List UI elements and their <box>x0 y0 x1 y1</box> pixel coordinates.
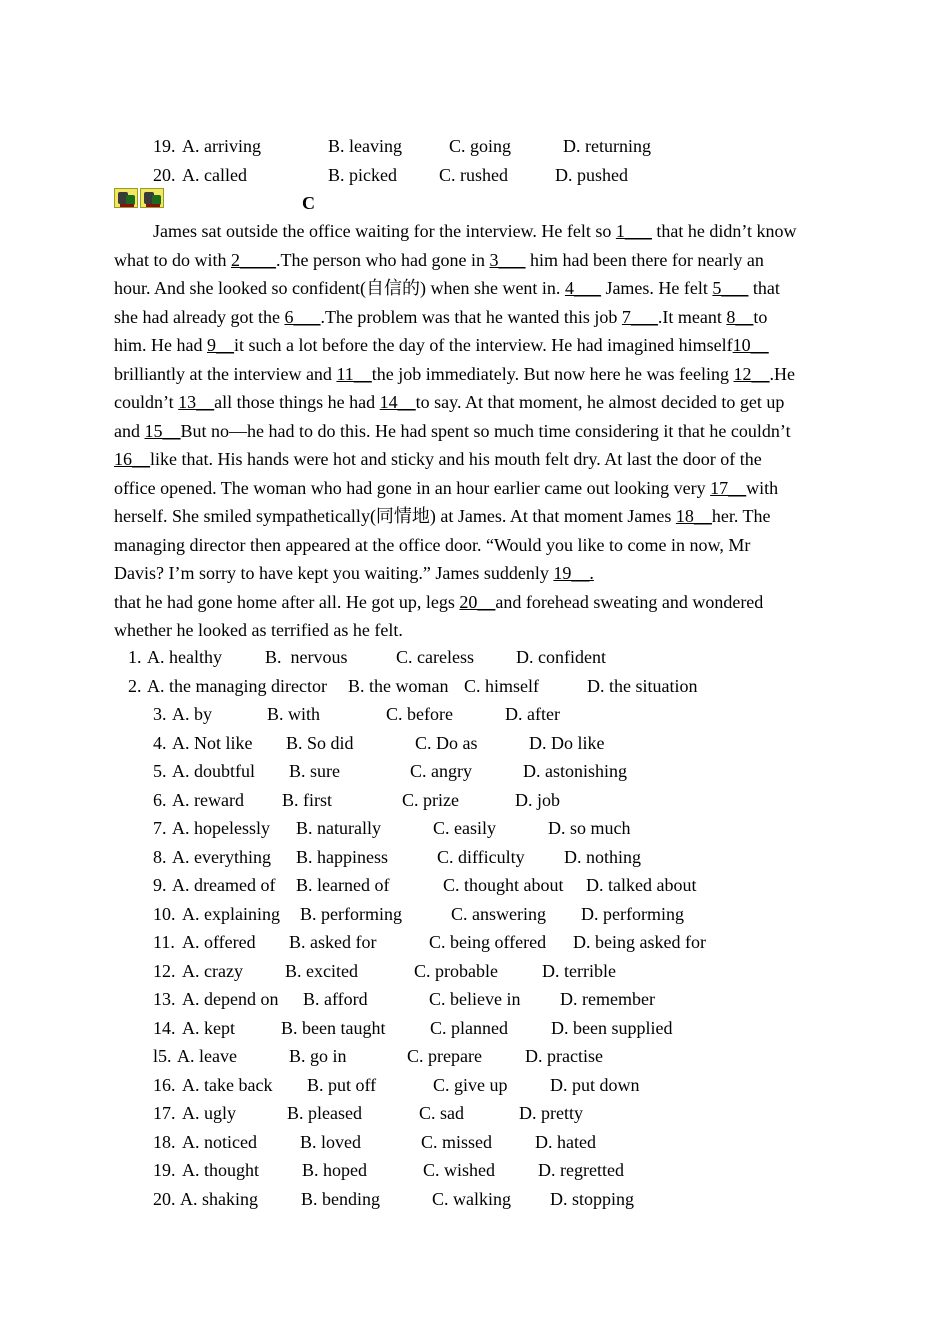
option-number: 17. <box>153 1103 176 1123</box>
option-b: B. So did <box>286 732 354 753</box>
passage-text: to <box>753 306 768 327</box>
passage-line <box>114 562 594 584</box>
option-number: 19. <box>153 1160 176 1180</box>
passage-line <box>114 334 769 356</box>
option-b: B. the woman <box>348 675 449 696</box>
passage-text: that <box>748 278 780 298</box>
option-a: A. arriving <box>182 136 261 156</box>
option-b: B. with <box>267 704 321 724</box>
option-number: 14. <box>153 1017 176 1038</box>
option-d: D. talked about <box>586 875 697 895</box>
passage-line <box>114 505 771 527</box>
option-number: 20. <box>153 1188 176 1209</box>
option-b: B. naturally <box>296 818 381 838</box>
blank-12: 12__ <box>733 363 770 384</box>
passage-line <box>114 477 778 499</box>
blank-3: 3___ <box>489 249 526 270</box>
option-b: B. happiness <box>296 846 388 867</box>
passage-text: and forehead sweating and wondered <box>495 591 764 612</box>
passage-text: him had been there for nearly an <box>525 249 764 270</box>
option-number: 13. <box>153 989 176 1009</box>
option-c: C. wished <box>423 1160 495 1180</box>
passage-line <box>114 363 795 385</box>
option-a: A. ugly <box>182 1103 236 1123</box>
option-a: A. offered <box>182 932 256 952</box>
passage-text: with <box>746 477 779 498</box>
option-a: A. take back <box>182 1074 273 1095</box>
option-a: A. kept <box>182 1017 235 1038</box>
option-number: 1. <box>128 647 142 667</box>
passage-text: all those things he had <box>214 392 380 412</box>
option-c: C. going <box>449 136 512 156</box>
option-c: C. missed <box>421 1131 493 1152</box>
blank-15: 15__ <box>144 420 181 441</box>
option-c: C. rushed <box>439 165 508 185</box>
blank-11: 11__ <box>336 363 372 384</box>
option-number: 6. <box>153 789 167 810</box>
book-picture-icon <box>114 188 138 208</box>
option-d: D. after <box>505 704 560 724</box>
option-b: B. go in <box>289 1046 347 1066</box>
option-c: C. Do as <box>415 732 478 753</box>
blank-7: 7___ <box>621 306 658 327</box>
option-c: C. answering <box>451 903 546 924</box>
section-heading: C <box>302 193 315 213</box>
option-a: A. reward <box>172 789 244 810</box>
option-a: A. hopelessly <box>172 818 270 838</box>
option-d: D. regretted <box>538 1160 624 1180</box>
option-b: B. nervous <box>265 647 348 667</box>
passage-text: the job immediately. But now here he was feeling <box>371 363 734 384</box>
option-d: D. practise <box>525 1046 603 1066</box>
passage-line <box>114 277 780 299</box>
option-number: 3. <box>153 704 167 724</box>
passage-text: But no—he had to do this. He had spent so much time considering it that he couldn’t <box>180 420 791 441</box>
option-d: D. astonishing <box>523 761 628 781</box>
passage-text: James. He felt <box>600 278 713 298</box>
option-number: 20. <box>153 165 176 185</box>
option-d: D. returning <box>563 136 651 156</box>
passage-text: .The person who had gone in <box>276 249 490 270</box>
option-d: D. put down <box>550 1074 640 1095</box>
passage-text: that he had gone home after all. He got up, legs <box>114 591 460 612</box>
option-d: D. performing <box>581 903 684 924</box>
option-c: C. easily <box>433 818 496 838</box>
option-c: C. careless <box>396 647 474 667</box>
option-b: B. been taught <box>281 1017 386 1038</box>
option-b: B. hoped <box>302 1160 367 1180</box>
option-a: A. by <box>172 704 212 724</box>
passage-text: whether he looked as terrified as he felt. <box>114 620 403 640</box>
passage-text: it such a lot before the day of the interview. He had imagined himself <box>233 335 733 355</box>
option-b: B. put off <box>307 1074 377 1095</box>
passage-text: .He <box>769 363 796 384</box>
passage-text: office opened. The woman who had gone in an hour earlier came out looking very <box>114 477 711 498</box>
passage-line <box>114 448 762 470</box>
passage-text: .It meant <box>657 306 727 327</box>
option-b: B. picked <box>328 165 397 185</box>
option-c: C. prize <box>402 789 459 810</box>
option-b: B. asked for <box>289 932 377 952</box>
option-a: A. depend on <box>182 989 279 1009</box>
option-c: C. walking <box>432 1188 511 1209</box>
blank-2: 2____ <box>231 249 276 270</box>
option-number: 9. <box>153 875 167 895</box>
option-number: 4. <box>153 732 167 753</box>
blank-8: 8__ <box>726 306 754 327</box>
option-c: C. believe in <box>429 989 521 1009</box>
passage-line <box>114 420 791 442</box>
option-d: D. the situation <box>587 675 698 696</box>
option-a: A. healthy <box>147 647 222 667</box>
option-a: A. leave <box>177 1046 237 1066</box>
option-a: A. crazy <box>182 960 243 981</box>
passage-text: Davis? I’m sorry to have kept you waiting.” James suddenly <box>114 563 554 583</box>
option-b: B. learned of <box>296 875 390 895</box>
option-number: 19. <box>153 136 176 156</box>
passage-text: hour. And she looked so confident(自信的) when she went in. <box>114 278 565 298</box>
option-number: 10. <box>153 903 176 924</box>
option-d: D. so much <box>548 818 631 838</box>
blank-16: 16__ <box>114 449 150 469</box>
passage-text: James sat outside the office waiting for the interview. He felt so <box>153 221 616 241</box>
option-a: A. dreamed of <box>172 875 276 895</box>
option-b: B. afford <box>303 989 368 1009</box>
option-number: 7. <box>153 818 167 838</box>
passage-text: that he didn’t know <box>651 221 797 241</box>
blank-1: 1___ <box>615 221 652 241</box>
option-a: A. thought <box>182 1160 260 1180</box>
option-a: A. called <box>182 165 247 185</box>
option-a: A. explaining <box>182 903 280 924</box>
option-a: A. Not like <box>172 732 253 753</box>
option-d: D. job <box>515 789 560 810</box>
option-b: B. sure <box>289 761 340 781</box>
option-number: 2. <box>128 675 142 696</box>
passage-line <box>153 220 797 242</box>
passage-line <box>114 391 784 413</box>
option-a: A. shaking <box>180 1188 258 1209</box>
blank-5: 5___ <box>712 278 749 298</box>
option-d: D. pretty <box>519 1103 583 1123</box>
option-d: D. been supplied <box>551 1017 673 1038</box>
option-number: 5. <box>153 761 167 781</box>
option-c: C. thought about <box>443 875 564 895</box>
passage-text: managing director then appeared at the office door. “Would you like to come in now, Mr <box>114 534 751 555</box>
option-number: 18. <box>153 1131 176 1152</box>
option-a: A. doubtful <box>172 761 255 781</box>
passage-text: him. He had <box>114 335 207 355</box>
option-c: C. sad <box>419 1103 464 1123</box>
option-c: C. difficulty <box>437 846 525 867</box>
option-c: C. planned <box>430 1017 508 1038</box>
option-b: B. leaving <box>328 136 402 156</box>
option-a: A. everything <box>172 846 271 867</box>
option-d: D. remember <box>560 989 655 1009</box>
blank-18: 18__ <box>675 506 712 526</box>
option-number: 8. <box>153 846 167 867</box>
option-d: D. stopping <box>550 1188 635 1209</box>
option-number: 11. <box>153 932 175 952</box>
passage-line <box>114 534 750 556</box>
icon-strip <box>114 188 164 208</box>
passage-text: brilliantly at the interview and <box>114 363 337 384</box>
blank-6: 6___ <box>284 306 321 327</box>
passage-line <box>114 306 767 328</box>
option-c: C. probable <box>414 960 498 981</box>
option-c: C. prepare <box>407 1046 482 1066</box>
passage-text: she had already got the <box>114 306 285 327</box>
option-b: B. excited <box>285 960 358 981</box>
blank-10: 10__ <box>732 335 769 355</box>
option-d: D. pushed <box>555 165 628 185</box>
blank-13: 13__ <box>178 392 215 412</box>
blank-17: 17__ <box>710 477 747 498</box>
blank-19: 19__. <box>553 563 594 583</box>
option-d: D. confident <box>516 647 606 667</box>
blank-9: 9__ <box>206 335 234 355</box>
book-picture-icon <box>140 188 164 208</box>
option-a: A. noticed <box>182 1131 257 1152</box>
option-d: D. being asked for <box>573 932 706 952</box>
option-number: 12. <box>153 960 176 981</box>
option-c: C. before <box>386 704 453 724</box>
passage-line <box>114 619 403 641</box>
option-number: 16. <box>153 1074 176 1095</box>
blank-4: 4___ <box>564 278 601 298</box>
passage-line <box>114 249 764 271</box>
passage-text: and <box>114 420 145 441</box>
option-b: B. performing <box>300 903 402 924</box>
passage-text: herself. She smiled sympathetically(同情地) at James. At that moment James <box>114 506 676 526</box>
option-d: D. nothing <box>564 846 642 867</box>
option-number: l5. <box>153 1046 172 1066</box>
passage-text: .The problem was that he wanted this job <box>320 306 622 327</box>
option-d: D. terrible <box>542 960 616 981</box>
option-c: C. angry <box>410 761 472 781</box>
option-c: C. give up <box>433 1074 508 1095</box>
option-d: D. hated <box>535 1131 596 1152</box>
option-b: B. loved <box>300 1131 361 1152</box>
passage-text: like that. His hands were hot and sticky and his mouth felt dry. At last the door of the <box>150 449 762 469</box>
passage-text: what to do with <box>114 249 231 270</box>
passage-text: to say. At that moment, he almost decided to get up <box>415 392 785 412</box>
option-d: D. Do like <box>529 732 605 753</box>
passage-text: her. The <box>711 506 771 526</box>
blank-14: 14__ <box>379 392 416 412</box>
option-b: B. bending <box>301 1188 380 1209</box>
passage-text: couldn’t <box>114 392 179 412</box>
option-c: C. himself <box>464 675 539 696</box>
option-c: C. being offered <box>429 932 547 952</box>
option-a: A. the managing director <box>147 675 327 696</box>
option-b: B. first <box>282 789 333 810</box>
option-b: B. pleased <box>287 1103 362 1123</box>
passage-line <box>114 591 763 613</box>
blank-20: 20__ <box>459 591 496 612</box>
